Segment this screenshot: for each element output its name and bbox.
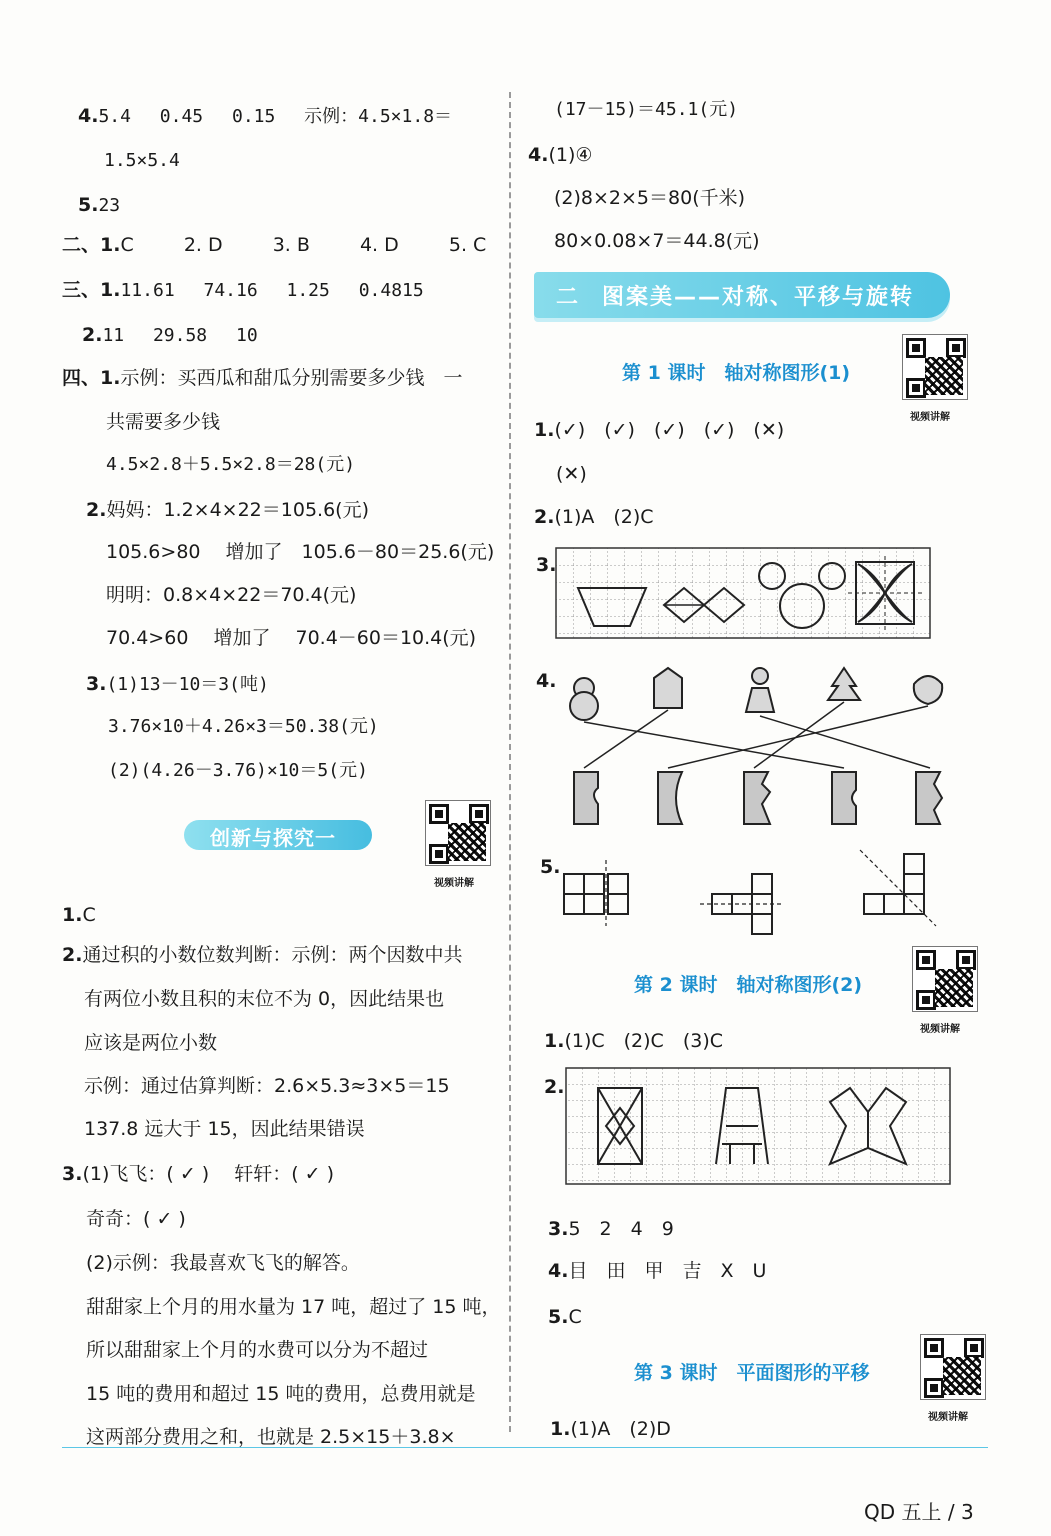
section-4-q1-c: 4.5×2.8＋5.5×2.8＝28(元) [106, 454, 356, 475]
innovation-q3-c: (2)示例：我最喜欢飞飞的解答。 [86, 1252, 360, 1274]
innovation-q2-e: 137.8 远大于 15，因此结果错误 [84, 1118, 365, 1140]
innovation-q2-c: 应该是两位小数 [84, 1032, 218, 1054]
qr-finder [946, 338, 966, 358]
qr-finder [469, 804, 489, 824]
banner-number: 二 [556, 285, 581, 310]
footer-line [62, 1447, 988, 1448]
qr-pattern [943, 1357, 981, 1395]
section-4-q3: 3.(1)13－10＝3(吨) [86, 673, 269, 695]
qr-label: 视频讲解 [928, 1412, 968, 1423]
lesson-1-title: 第 1 课时 轴对称图形(1) [622, 362, 851, 384]
page-number: QD 五上 / 3 [864, 1500, 974, 1524]
answer-4: 4.5.4 0.45 0.15 示例：4.5×1.8＝ [78, 105, 453, 127]
section-3-line-2: 2.11 29.58 10 [82, 324, 258, 346]
lesson-2-q2: 2. [544, 1076, 565, 1098]
qr-pattern [925, 357, 963, 395]
section-4-q2: 2.妈妈：1.2×4×22＝105.6(元) [86, 499, 369, 521]
qr-finder [924, 1338, 944, 1358]
innovation-q3: 3.(1)飞飞：( ✓ ) 轩轩：( ✓ ) [62, 1163, 335, 1185]
column-divider [509, 92, 511, 1432]
innovation-q1: 1.C [62, 904, 96, 926]
section-4-q3-b: 3.76×10＋4.26×3＝50.38(元) [108, 716, 379, 737]
lesson-1-q1: 1.(✓) (✓) (✓) (✓) (✕) [534, 419, 785, 441]
section-4-q1: 四、1.示例：买西瓜和甜瓜分别需要多少钱 一 [62, 367, 463, 389]
symmetry-grid-figure-2 [566, 1068, 952, 1186]
lesson-1-q4: 4. [536, 670, 557, 692]
qr-pattern [935, 969, 973, 1007]
qr-label: 视频讲解 [920, 1024, 960, 1035]
qr-finder [916, 950, 936, 970]
innovation-q3-g: 这两部分费用之和，也就是 2.5×15＋3.8× [86, 1426, 456, 1448]
section-4-q2-b: 105.6>80 增加了 105.6－80＝25.6(元) [106, 541, 495, 563]
symmetry-grid-figure [556, 548, 932, 640]
lesson-2-q5: 5.C [548, 1306, 582, 1328]
matching-figure [564, 664, 954, 828]
lesson-3-q1: 1.(1)A (2)D [550, 1418, 671, 1440]
lesson-2-q3: 3.5 2 4 9 [548, 1218, 674, 1240]
symmetry-squares-figure [564, 846, 944, 936]
innovation-badge: 创新与探究一 [184, 820, 372, 850]
right-q4-b: (2)8×2×5＝80(千米) [554, 187, 746, 209]
qr-finder [924, 1378, 944, 1398]
innovation-q2-b: 有两位小数且积的末位不为 0，因此结果也 [84, 988, 445, 1010]
innovation-q2: 2.通过积的小数位数判断：示例：两个因数中共 [62, 944, 463, 966]
lesson-1-q2: 2.(1)A (2)C [534, 506, 654, 528]
qr-finder [916, 990, 936, 1010]
qr-finder [429, 844, 449, 864]
section-4-q1-b: 共需要多少钱 [106, 411, 221, 433]
qr-pattern [448, 823, 486, 861]
lesson-1-q3: 3. [536, 554, 557, 576]
lesson-2-q4: 4.目 田 甲 吉 X U [548, 1260, 767, 1282]
answer-5: 5.23 [78, 194, 121, 216]
qr-code-icon[interactable] [902, 334, 968, 400]
qr-code-icon[interactable] [920, 1334, 986, 1400]
innovation-q2-d: 示例：通过估算判断：2.6×5.3≈3×5＝15 [84, 1075, 450, 1097]
section-4-q2-d: 70.4>60 增加了 70.4－60＝10.4(元) [106, 627, 477, 649]
qr-label: 视频讲解 [434, 878, 474, 889]
lesson-3-title: 第 3 课时 平面图形的平移 [634, 1362, 870, 1384]
innovation-q3-d: 甜甜家上个月的用水量为 17 吨，超过了 15 吨， [86, 1296, 501, 1318]
lesson-1-q1-b: (✕) [556, 463, 587, 485]
qr-label: 视频讲解 [910, 412, 950, 423]
qr-finder [429, 804, 449, 824]
qr-code-icon[interactable] [425, 800, 491, 866]
right-top-line: (17－15)＝45.1(元) [554, 99, 739, 120]
innovation-q3-f: 15 吨的费用和超过 15 吨的费用，总费用就是 [86, 1383, 476, 1405]
section-2-answers: 二、1.C 2. D 3. B 4. D 5. C [62, 234, 487, 256]
unit-banner [534, 272, 950, 318]
banner-title: 图案美——对称、平移与旋转 [602, 285, 915, 310]
lesson-2-title: 第 2 课时 轴对称图形(2) [634, 974, 863, 996]
qr-finder [906, 378, 926, 398]
qr-finder [964, 1338, 984, 1358]
lesson-2-q1: 1.(1)C (2)C (3)C [544, 1030, 723, 1052]
innovation-q3-e: 所以甜甜家上个月的水费可以分为不超过 [86, 1339, 429, 1361]
answer-4-cont: 1.5×5.4 [104, 150, 180, 171]
section-4-q3-c: (2)(4.26－3.76)×10＝5(元) [108, 760, 368, 781]
section-3-line-1: 三、1.11.61 74.16 1.25 0.4815 [62, 279, 424, 301]
right-q4: 4.(1)④ [528, 144, 593, 166]
right-q4-c: 80×0.08×7＝44.8(元) [554, 230, 760, 252]
innovation-q3-b: 奇奇：( ✓ ) [86, 1208, 186, 1230]
qr-finder [906, 338, 926, 358]
qr-code-icon[interactable] [912, 946, 978, 1012]
lesson-1-q5: 5. [540, 856, 561, 878]
qr-finder [956, 950, 976, 970]
section-4-q2-c: 明明：0.8×4×22＝70.4(元) [106, 584, 357, 606]
